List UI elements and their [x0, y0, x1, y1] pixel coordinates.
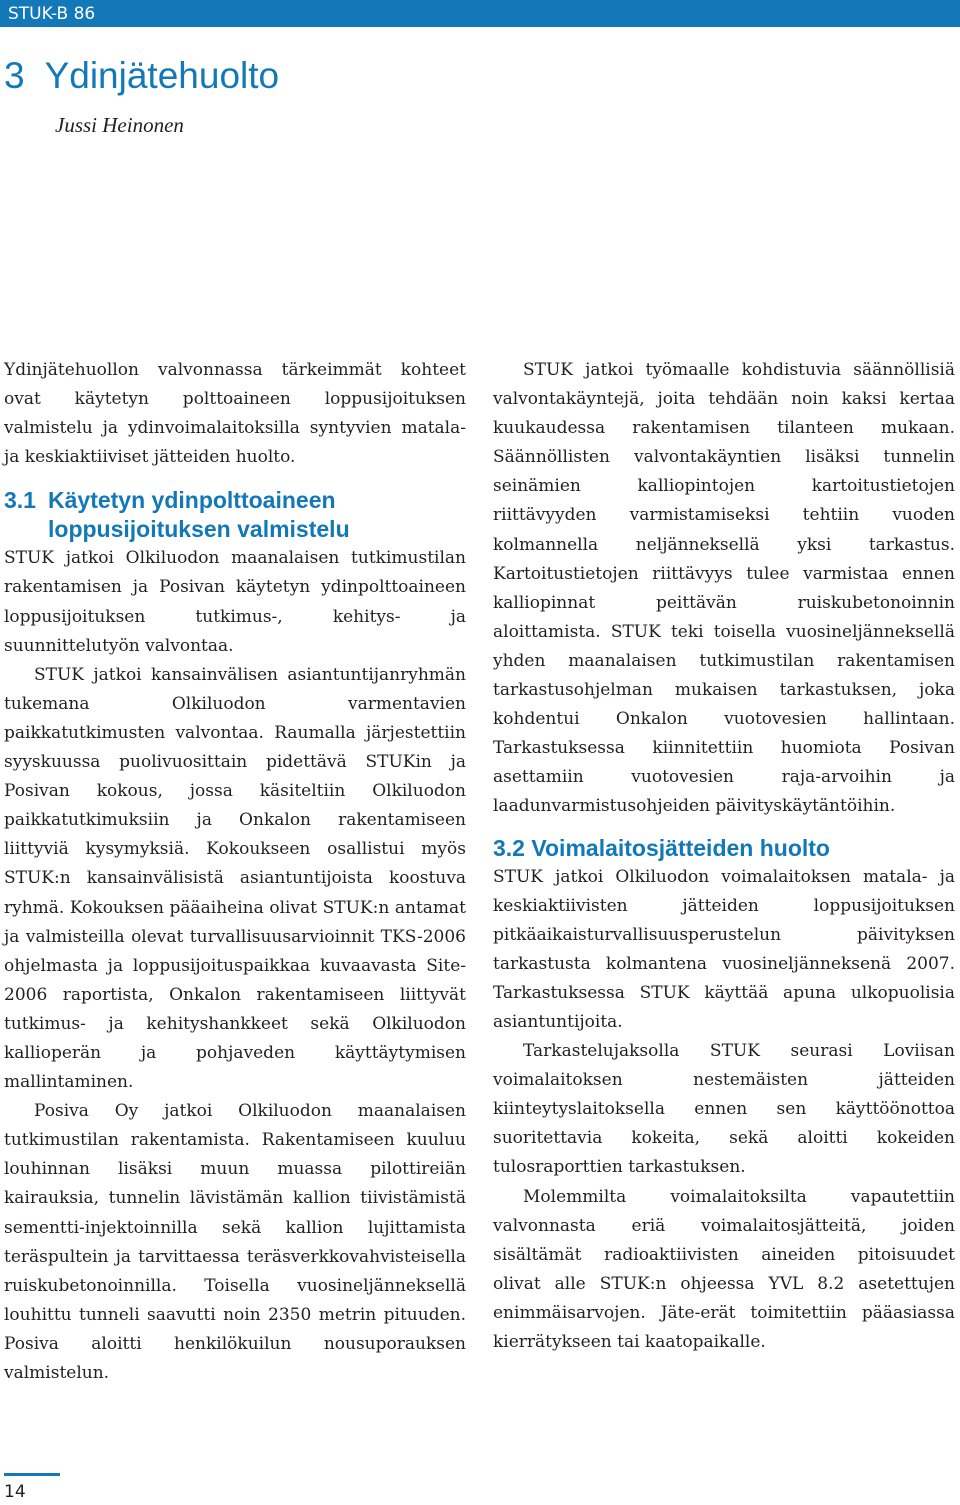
section-title: Voimalaitosjätteiden huolto	[531, 834, 830, 861]
page-number: 14	[4, 1482, 26, 1502]
intro-paragraph: Ydinjätehuollon valvonnassa tärkeimmät kohteet ovat käytetyn polttoaineen loppusijoituksen valmistelu ja ydinvoimalaitoksilla syntyvien matala- ja keskiaktiiviset jätteiden huolto.	[4, 360, 466, 468]
body-paragraph: Molemmilta voimalaitoksilta vapautettiin valvonnasta eriä voimalaitosjätteitä, joiden sisältämät radioaktiivisten aineiden pitoisuudet olivat alle STUK:n ohjeessa YVL 8.2 asetettujen enimmäisarvojen. Jäte-erät toimitettiin pääasiassa kierrätykseen tai kaatopaikalle.	[493, 1186, 955, 1352]
header-bar	[0, 0, 960, 27]
body-paragraph: Tarkastelujaksolla STUK seurasi Loviisan voimalaitoksen nestemäisten jätteiden kiinteytyslaitoksella ennen sen käyttöönottoa suoritettavia kokeita, sekä aloitti kokeiden tulosraporttien tarkastuksen.	[493, 1041, 955, 1178]
right-column	[493, 356, 955, 1357]
section-number: 3.1	[4, 487, 36, 514]
section-heading-3-2	[493, 834, 955, 863]
left-column	[4, 356, 466, 1388]
section-title: Käytetyn ydinpolttoaineen loppusijoituksen valmistelu	[48, 487, 350, 543]
section-heading-3-1	[4, 486, 466, 544]
chapter-title-text: Ydinjätehuolto	[44, 55, 280, 96]
footer-rule	[4, 1473, 60, 1476]
series-label: STUK-B 86	[8, 4, 96, 24]
body-paragraph: STUK jatkoi työmaalle kohdistuvia säännöllisiä valvontakäyntejä, joita tehdään noin kaksi kertaa kuukaudessa rakentamisen tilanteen mukaan. Säännöllisten valvontakäyntien lisäksi tunnelin seinämien kalliopintojen kartoitustietojen riittävyyden varmistamiseksi tehtiin vuoden kolmannella neljänneksellä yksi tarkastus. Kartoitustietojen riittävyys tulee varmistaa ennen kalliopinnat peittävän ruiskubetonoinnin aloittamista. STUK teki toisella vuosineljänneksellä yhden maanalaisen tutkimustilan rakentamisen tarkastusohjelman mukaisen tarkastuksen, joka kohdentui Onkalon vuotovesien hallintaan. Tarkastuksessa kiinnitettiin huomiota Posivan asettamiin vuotovesien raja-arvoihin ja laadunvarmistusohjeiden päivityskäytäntöihin.	[493, 360, 955, 817]
chapter-number: 3	[4, 55, 25, 96]
section-number: 3.2	[493, 834, 525, 861]
body-paragraph: STUK jatkoi kansainvälisen asiantuntijanryhmän tukemana Olkiluodon varmentavien paikkatutkimusten valvontaa. Raumalla järjestettiin syyskuussa puolivuosittain pidettävä STUKin ja Posivan kokous, jossa käsiteltiin Olkiluodon paikkatutkimuksiin ja Onkalon rakentamiseen liittyviä kysymyksiä. Kokoukseen osallistui myös STUK:n kansainvälisistä asiantuntijoista koostuva ryhmä. Kokouksen pääaiheina olivat STUK:n antamat ja valmisteilla olevat turvallisuusarvioinnit TKS-2006 ohjelmasta ja loppusijoituspaikkaa kuvaavasta Site-2006 raportista, Onkalon rakentamiseen liittyvät tutkimus- ja kehityshankkeet sekä Olkiluodon kallioperän ja pohjaveden käyttäytymisen mallintaminen.	[4, 664, 466, 1093]
body-paragraph: STUK jatkoi Olkiluodon maanalaisen tutkimustilan rakentamisen ja Posivan käytetyn ydinpolttoaineen loppusijoituksen tutkimus-, kehitys- ja suunnittelutyön valvontaa.	[4, 548, 466, 656]
chapter-title	[4, 54, 279, 98]
chapter-author: Jussi Heinonen	[55, 113, 184, 137]
body-paragraph: STUK jatkoi Olkiluodon voimalaitoksen matala- ja keskiaktiivisten jätteiden loppusijoituksen pitkäaikaisturvallisuusperustelun päivityksen tarkastusta kolmantena vuosineljänneksenä 2007. Tarkastuksessa STUK käyttää apuna ulkopuolisia asiantuntijoita.	[493, 866, 955, 1032]
body-paragraph: Posiva Oy jatkoi Olkiluodon maanalaisen tutkimustilan rakentamista. Rakentamiseen kuuluu louhinnan lisäksi muun muassa pilottireiän kairauksia, tunnelin lävistämän kallion tiivistämistä sementti-injektoinnilla sekä kallion lujittamista teräspultein ja tarvittaessa teräsverkkovahvisteisella ruiskubetonoinnilla. Toisella vuosineljänneksellä louhittu tunneli saavutti noin 2350 metrin pituuden. Posiva aloitti henkilökuilun nousuporauksen valmistelun.	[4, 1101, 466, 1383]
